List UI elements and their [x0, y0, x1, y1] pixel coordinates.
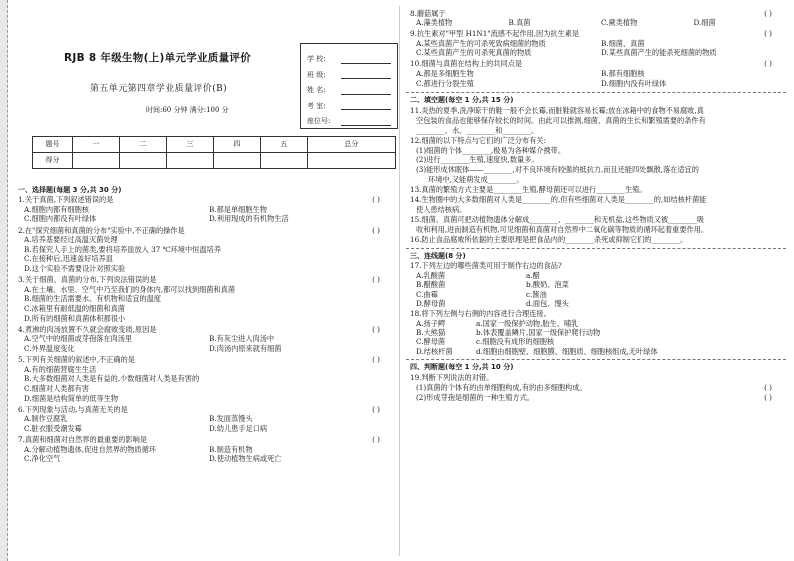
seat-field[interactable]: [341, 117, 391, 126]
options: A.细胞内都有细胞核 B.都是单细胞生物 C.细胞内都没有叶绿体 D.利用现成的有机物生活: [24, 204, 289, 224]
question-5: 5.下列有关细菌的叙述中,不正确的是 ( ): [18, 355, 380, 365]
answer-bracket[interactable]: ( ): [372, 324, 380, 334]
section-title: 四、判断题(每空 1 分,共 10 分): [410, 363, 514, 372]
options: A.在土壤、水里、空气中乃至我们的身体内,都可以找到细菌和真菌 B.细菌的生活需要水、有机物和适宜的温度 C.冰箱里有耐低温的细菌和真菌 D.所有的细菌和真菌体积都很小: [24, 284, 236, 323]
answer-bracket[interactable]: ( ): [372, 435, 380, 445]
school-field[interactable]: [341, 55, 391, 64]
judge-item: (1)真菌的个体有的由单细胞构成,有的由多细胞构成。 ( ): [416, 382, 772, 392]
score-value-row: 得分: [33, 153, 396, 169]
score-header-row: 题号 一 二 三 四 五 总分: [33, 137, 396, 153]
match-row: C.曲霉 c.酱油: [416, 289, 547, 299]
left-column: [14, 8, 394, 556]
score-table: [32, 136, 396, 169]
info-school: 学 校:: [307, 48, 391, 64]
exam-subtitle: 第五单元第四章学业质量评价(B): [90, 84, 228, 94]
name-field[interactable]: [341, 86, 391, 95]
fill-line: 14.生物圈中的大多数细菌对人类是________的,但有些细菌对人类是________的,如结核杆菌能: [410, 195, 707, 205]
question-10: 10.细菌与真菌在结构上的共同点是 ( ): [410, 59, 772, 69]
info-name: 姓 名:: [307, 79, 391, 95]
options: A.分解动植物遗体,促进自然界的物质循环 B.制造有机物 C.净化空气 D.使动植物生病或死亡: [24, 444, 282, 464]
question-2: 2.在"探究细菌和真菌的分布"实验中,不正确的操作是 ( ): [18, 225, 380, 235]
options: A.藻类植物 B.真菌 C.蕨类植物 D.细菌: [416, 17, 716, 27]
fill-line: 使人患结核病。: [416, 205, 467, 215]
section-title: 三、连线题(8 分): [410, 251, 466, 260]
options: A.都是多细胞生物 B.都有细胞核 C.都进行分裂生殖 D.细胞内没有叶绿体: [416, 68, 667, 88]
fill-line: 收和利用,进而制造有机物,可见细菌和真菌对自然界中二氧化碳等物质的循环起着重要作用。: [416, 225, 709, 235]
judge-item: (2)形成芽孢是细菌的一种生殖方式。 ( ): [416, 392, 772, 402]
fill-line: (3)能形成休眠体——________,对不良环境有较强的抵抗力,而且还能四处飘散,落在适宜的: [416, 165, 699, 175]
match-row: B.大熊猫 b.体表覆盖鳞片,国家一级保护爬行动物: [416, 327, 601, 337]
answer-bracket[interactable]: ( ): [764, 29, 772, 39]
answer-bracket[interactable]: ( ): [764, 382, 772, 392]
info-room: 考 室:: [307, 95, 391, 111]
match-row: C.酵母菌 c.细胞没有成形的细胞核: [416, 337, 555, 347]
student-info-box: [300, 43, 398, 129]
question-1: 1.关于真菌,下列叙述错误的是 ( ): [18, 195, 380, 205]
answer-bracket[interactable]: ( ): [372, 355, 380, 365]
section-divider: [406, 248, 786, 249]
fill-line: (1)细菌的个体________,极易为各种媒介携带。: [416, 145, 566, 155]
options: A.某些真菌产生的可杀死致病细菌的物质 B.细菌、真菌 C.某些真菌产生的可杀死真菌的物质 D.某些真菌产生的能杀死细菌的物质: [416, 38, 717, 58]
options: A.有的细菌营腐生生活 B.大多数细菌对人类是有益的,少数细菌对人类是有害的 C.细菌对人类都有害 D.细菌是结构简单的低等生物: [24, 364, 200, 403]
fill-line: 环境中,又能萌发成________。: [428, 175, 524, 185]
answer-bracket[interactable]: ( ): [372, 275, 380, 285]
exam-header: [14, 8, 394, 128]
right-column: [406, 8, 786, 556]
column-divider: [399, 6, 400, 556]
section-divider: [406, 92, 786, 93]
fill-line: 11.炎热的夏季,洗净晾干的鞋一般不会长霉,而脏鞋就容易长霉;放在冰箱中的食物不易腐败,真: [410, 105, 704, 115]
class-field[interactable]: [341, 70, 391, 79]
exam-title: RJB 8 年级生物(上)单元学业质量评价: [64, 52, 252, 64]
fill-line: 15.细菌、真菌可把动植物遗体分解成________、________和无机盐,这些物质又被________吸: [410, 215, 705, 225]
section-title: 一、选择题(每题 3 分,共 30 分): [18, 186, 122, 194]
options: A.培养基要经过高温灭菌处理 B.若探究人手上的菌类,要将培养皿放入 37 ℃环境中恒温培养 C.在接种后,迅速盖好培养皿 D.这个实验不需要设计对照实验: [24, 235, 221, 274]
fill-line: 空包装的食品也能够保存较长的时间。由此可以推测,细菌、真菌的生长和繁殖需要的条件有: [416, 115, 706, 125]
fill-line: 16.防止食品腐败所依据的主要原理是把食品内的________杀死或抑制它们的________。: [410, 235, 688, 245]
fill-line: ________、水、________和________。: [416, 125, 539, 135]
options: A.空气中的细菌或芽孢落在肉汤里 B.有灰尘进入肉汤中 C.外界温度变化 D.肉汤内原来就有细菌: [24, 334, 282, 354]
question-4: 4.煮沸的肉汤放置不久就会腐败变质,原因是 ( ): [18, 324, 380, 334]
question-18: 18.将下列左侧与右侧的内容进行合理连接。: [410, 309, 551, 319]
question-9: 9.抗生素对"甲型 H1N1"流感不起作用,因为抗生素是 ( ): [410, 29, 772, 39]
options: A.制作豆腐乳 B.发面蒸馒头 C.脏衣服受潮发霉 D.幼儿患手足口病: [24, 414, 268, 434]
section-divider: [406, 359, 786, 360]
answer-bracket[interactable]: ( ): [372, 225, 380, 235]
match-row: A.乳酸菌 a.醋: [416, 270, 540, 280]
answer-bracket[interactable]: ( ): [372, 404, 380, 414]
time-score: 时间:60 分钟 满分:100 分: [146, 106, 229, 114]
section-choice: [14, 183, 394, 465]
room-field[interactable]: [341, 101, 391, 110]
fill-line: 12.细菌的以下特点与它们的广泛分布有关:: [410, 135, 547, 145]
match-row: A.扬子鳄 a.国家一级保护动物,胎生、哺乳: [416, 318, 579, 328]
fill-line: 13.真菌的繁殖方式主要是________生殖,酵母菌还可以进行________生殖。: [410, 185, 647, 195]
question-6: 6.下列现象与活动,与真菌无关的是 ( ): [18, 404, 380, 414]
answer-bracket[interactable]: ( ): [764, 59, 772, 69]
question-3: 3.关于细菌、真菌的分布,下列说法错误的是 ( ): [18, 275, 380, 285]
binding-strip: [0, 0, 8, 561]
info-class: 班 级:: [307, 64, 391, 80]
section-title: 二、填空题(每空 1 分,共 15 分): [410, 96, 514, 105]
question-8: 8.蘑菇属于 ( ): [410, 8, 772, 18]
answer-bracket[interactable]: ( ): [764, 8, 772, 18]
question-19: 19.判断下列说法的对错。: [410, 372, 494, 382]
match-row: B.醋酸菌 b.酸奶、泡菜: [416, 280, 569, 290]
answer-bracket[interactable]: ( ): [764, 392, 772, 402]
question-7: 7.真菌和细菌对自然界的最重要的影响是 ( ): [18, 435, 380, 445]
question-17: 17.下列左边的哪些菌类可用于制作右边的食品?: [410, 261, 562, 271]
match-row: D.结核杆菌 d.细胞由细胞壁、细胞膜、细胞质、细胞核组成,无叶绿体: [416, 346, 658, 356]
fill-line: (2)进行________生殖,速度快,数量多。: [416, 155, 539, 165]
info-seat: 座位号:: [307, 110, 391, 126]
answer-bracket[interactable]: ( ): [372, 195, 380, 205]
match-row: D.酵母菌 d.面包、馒头: [416, 299, 569, 309]
